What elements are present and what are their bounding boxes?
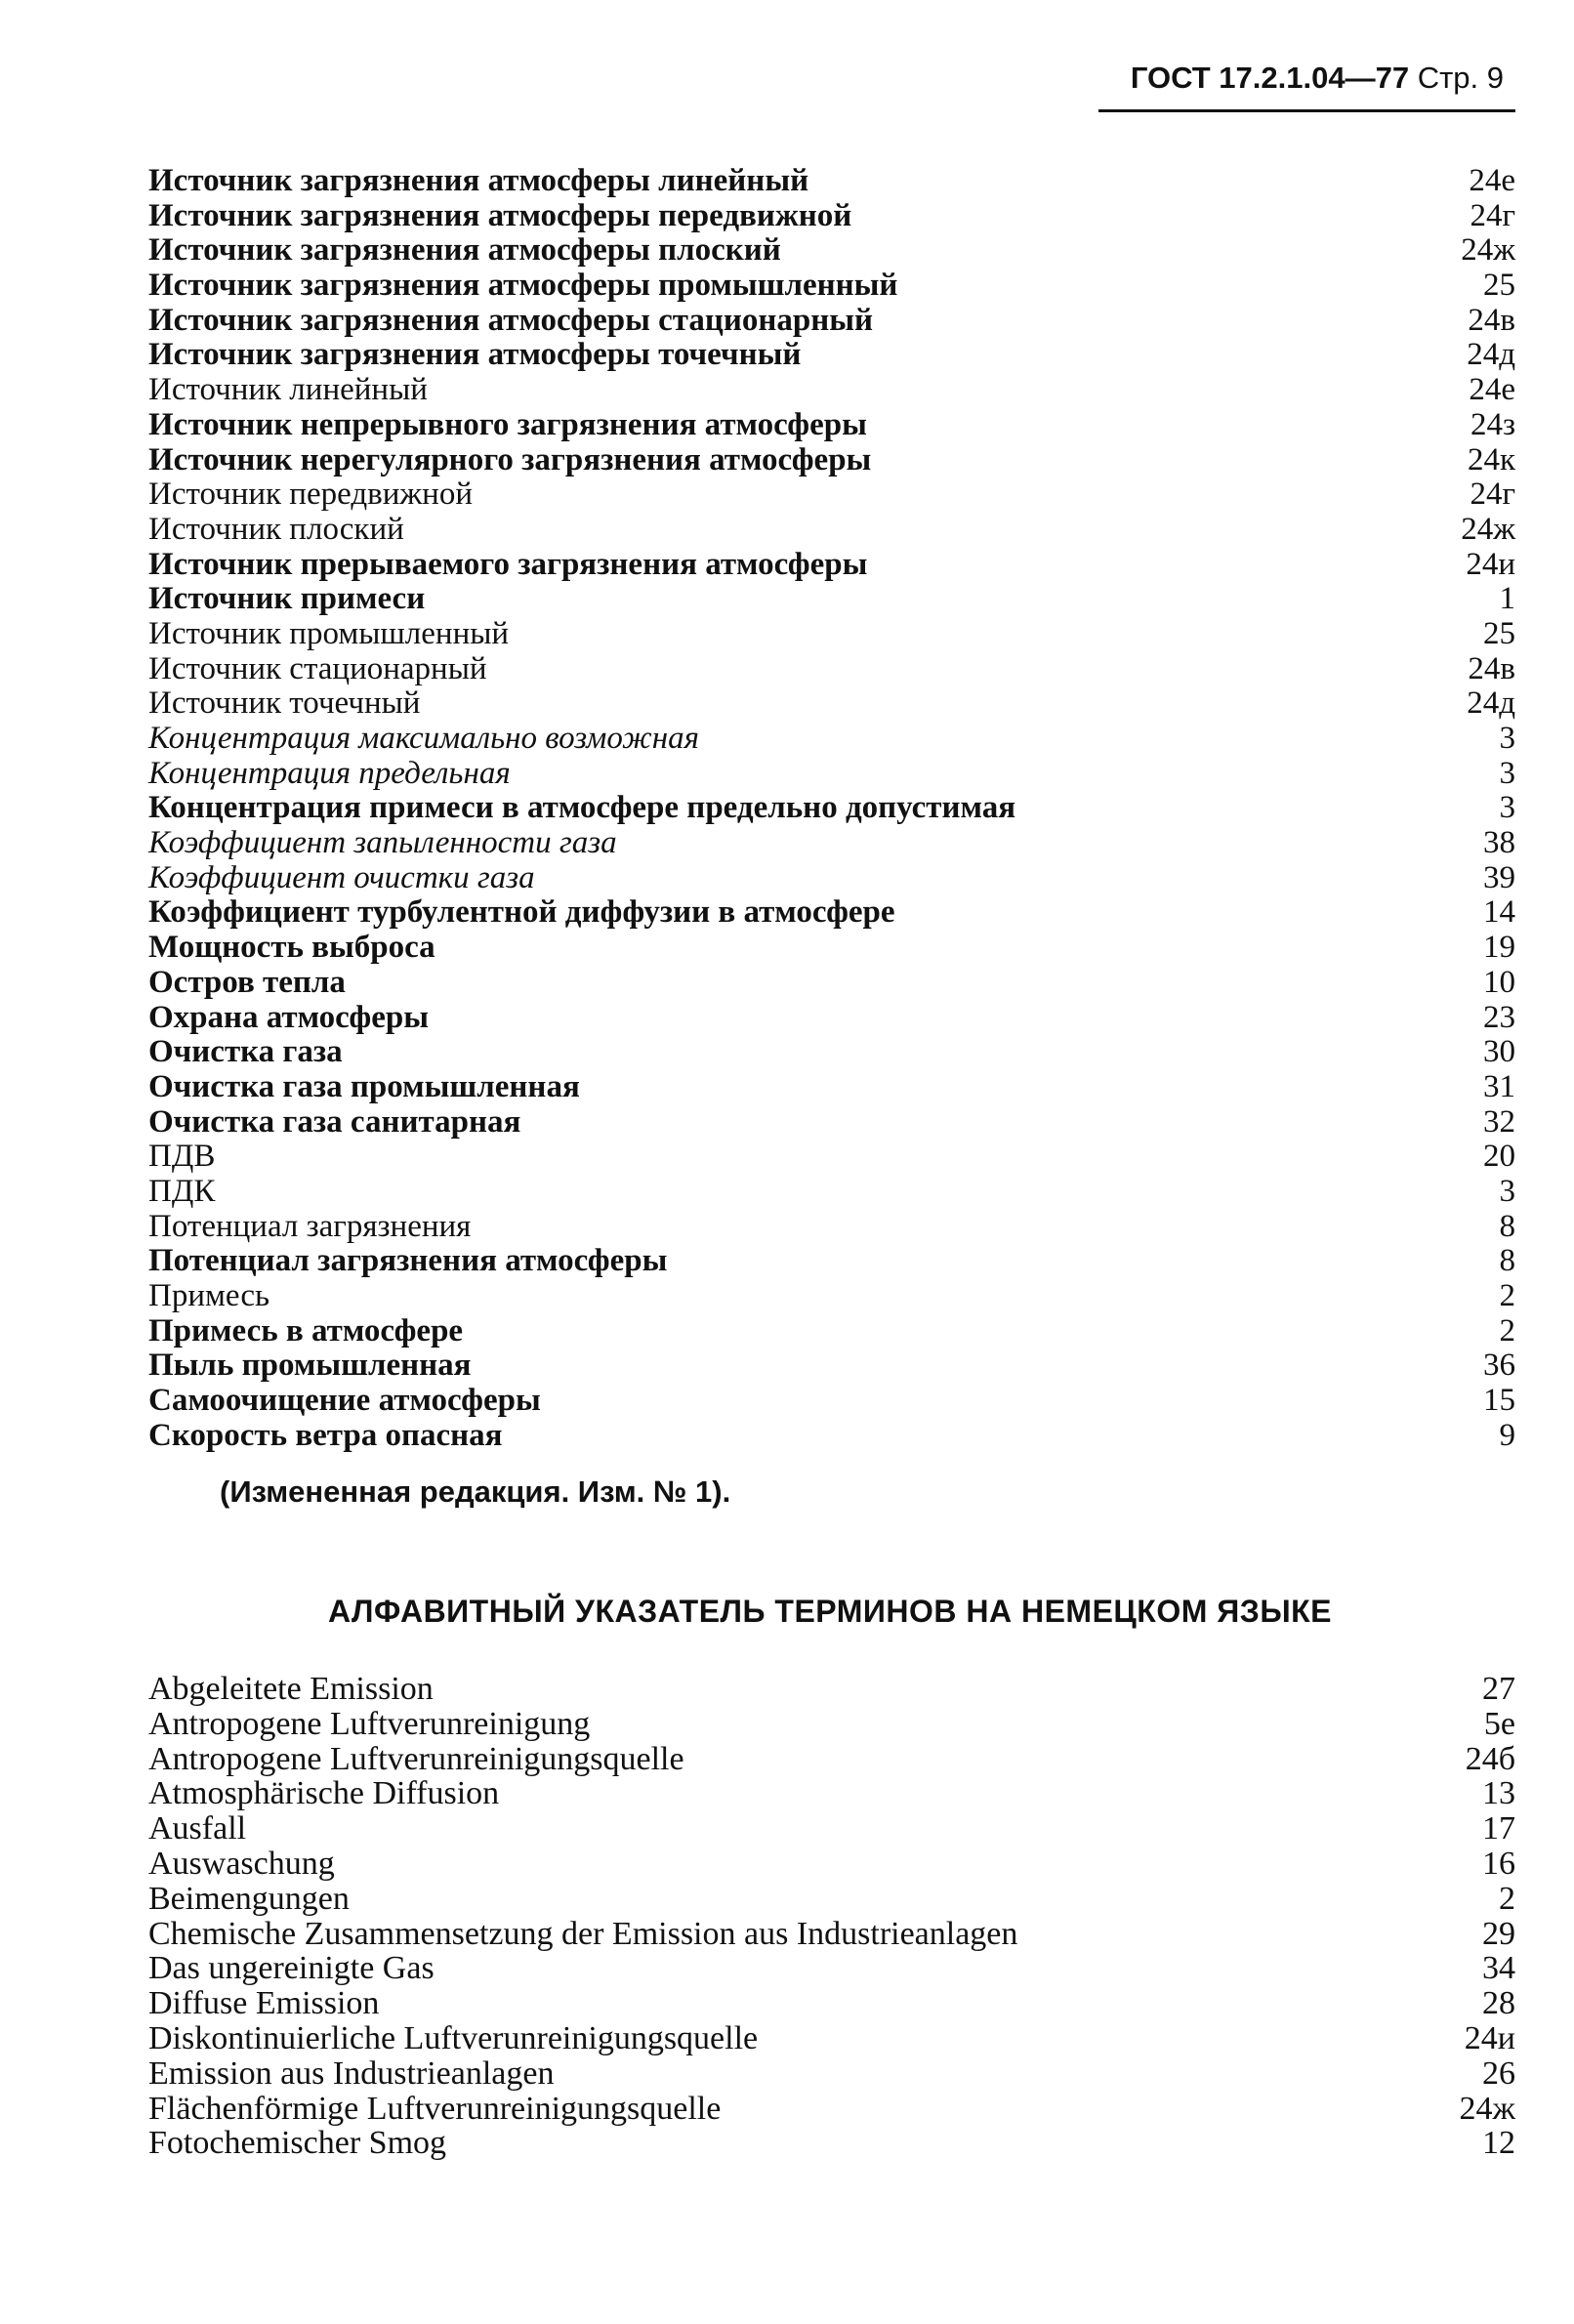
index-reference-number: 34 — [1482, 1950, 1515, 1987]
index-reference-number: 24д — [1467, 685, 1515, 722]
index-entry — [148, 2092, 1515, 2127]
index-term: Примесь — [148, 1278, 270, 1313]
index-reference-number: 13 — [1482, 1775, 1515, 1812]
index-entry — [148, 164, 1515, 199]
index-reference-number: 17 — [1482, 1810, 1515, 1847]
index-term: Diskontinuierliche Luftverunreinigungsquelle — [148, 2019, 759, 2056]
index-reference-number: 8 — [1499, 1208, 1515, 1244]
index-entry — [148, 1001, 1515, 1036]
standard-code: ГОСТ 17.2.1.04—77 — [1130, 61, 1410, 95]
index-reference-number: 24е — [1469, 372, 1515, 408]
index-entry — [148, 826, 1515, 861]
index-term: Мощность выброса — [148, 930, 435, 966]
index-entry — [148, 722, 1515, 757]
index-reference-number: 36 — [1483, 1348, 1515, 1384]
index-entry — [148, 2126, 1515, 2161]
index-reference-number: 28 — [1482, 1985, 1515, 2022]
german-index-title: АЛФАВИТНЫЙ УКАЗАТЕЛЬ ТЕРМИНОВ НА НЕМЕЦКОМ ЯЗЫКЕ — [327, 1594, 1333, 1629]
index-term: Fotochemischer Smog — [148, 2125, 447, 2162]
index-term: Концентрация максимально возможная — [148, 721, 699, 756]
index-entry — [148, 1035, 1515, 1070]
index-reference-number: 2 — [1499, 1312, 1515, 1349]
index-term: ПДК — [148, 1173, 216, 1209]
index-reference-number: 14 — [1483, 894, 1515, 931]
index-reference-number: 24з — [1470, 406, 1515, 442]
index-entry — [148, 652, 1515, 687]
index-term: Chemische Zusammensetzung der Emission aus Industrieanlagen — [148, 1915, 1018, 1952]
index-reference-number: 24б — [1465, 1740, 1515, 1777]
index-term: Источник плоский — [148, 511, 404, 547]
index-entry — [148, 1070, 1515, 1105]
amendment-note: (Измененная редакция. Изм. № 1). — [220, 1474, 731, 1509]
index-entry — [148, 1140, 1515, 1175]
index-reference-number: 39 — [1483, 859, 1515, 895]
index-reference-number: 20 — [1483, 1139, 1515, 1175]
index-reference-number: 3 — [1499, 755, 1515, 791]
index-entry — [148, 1776, 1515, 1811]
index-term: Источник загрязнения атмосферы передвижной — [148, 197, 852, 233]
index-reference-number: 26 — [1482, 2054, 1515, 2092]
index-entry — [148, 199, 1515, 234]
index-entry — [148, 233, 1515, 269]
index-term: Das ungereinigte Gas — [148, 1950, 435, 1987]
index-entry — [148, 1917, 1515, 1952]
index-reference-number: 15 — [1483, 1383, 1515, 1419]
index-term: Antropogene Luftverunreinigung — [148, 1705, 591, 1742]
index-reference-number: 30 — [1483, 1034, 1515, 1070]
index-term: Остров тепла — [148, 964, 346, 1000]
index-reference-number: 2 — [1499, 1880, 1515, 1917]
index-entry — [148, 548, 1515, 583]
index-term: Источник прерываемого загрязнения атмосферы — [148, 546, 868, 582]
index-term: Очистка газа промышленная — [148, 1068, 580, 1104]
index-term: Источник нерегулярного загрязнения атмосферы — [148, 441, 872, 477]
index-entry — [148, 1279, 1515, 1314]
index-term: Концентрация примеси в атмосфере предельно допустимая — [148, 790, 1016, 826]
index-entry — [148, 1175, 1515, 1210]
index-reference-number: 24и — [1464, 2019, 1515, 2056]
index-entry — [148, 686, 1515, 722]
header-rule — [1098, 109, 1515, 112]
index-entry — [148, 269, 1515, 304]
index-term: Коэффициент турбулентной диффузии в атмосфере — [148, 894, 895, 931]
index-term: Источник линейный — [148, 372, 428, 408]
index-reference-number: 27 — [1482, 1671, 1515, 1707]
index-entry — [148, 2056, 1515, 2092]
index-entry — [148, 582, 1515, 617]
index-reference-number: 5е — [1483, 1705, 1515, 1742]
index-entry — [148, 1314, 1515, 1349]
index-entry — [148, 791, 1515, 826]
index-reference-number: 1 — [1499, 581, 1515, 617]
index-entry — [148, 2021, 1515, 2056]
index-entry — [148, 1419, 1515, 1454]
index-term: Примесь в атмосфере — [148, 1312, 464, 1349]
index-term: Источник загрязнения атмосферы линейный — [148, 163, 809, 198]
index-term: Источник точечный — [148, 685, 421, 722]
index-reference-number: 24в — [1468, 302, 1515, 338]
index-reference-number: 9 — [1499, 1417, 1515, 1453]
index-term: Antropogene Luftverunreinigungsquelle — [148, 1740, 684, 1777]
index-entry — [148, 1384, 1515, 1419]
german-term-index — [148, 1672, 1515, 2161]
index-reference-number: 2 — [1499, 1278, 1515, 1313]
index-reference-number: 19 — [1483, 930, 1515, 966]
index-term: Очистка газа — [148, 1034, 343, 1070]
index-reference-number: 3 — [1499, 790, 1515, 826]
index-term: Flächenförmige Luftverunreinigungsquelle — [148, 2090, 722, 2127]
index-entry — [148, 617, 1515, 652]
index-entry — [148, 1742, 1515, 1777]
index-reference-number: 3 — [1499, 1173, 1515, 1209]
index-entry — [148, 513, 1515, 548]
index-term: Потенциал загрязнения — [148, 1208, 472, 1244]
index-entry — [148, 373, 1515, 408]
index-entry — [148, 931, 1515, 966]
index-term: Источник загрязнения атмосферы плоский — [148, 232, 781, 269]
index-reference-number: 12 — [1482, 2125, 1515, 2162]
index-reference-number: 31 — [1483, 1068, 1515, 1104]
index-reference-number: 3 — [1499, 721, 1515, 756]
index-entry — [148, 477, 1515, 513]
index-reference-number: 16 — [1482, 1845, 1515, 1882]
index-term: Источник загрязнения атмосферы стационарный — [148, 302, 874, 338]
index-reference-number: 24ж — [1461, 511, 1515, 547]
index-reference-number: 25 — [1483, 615, 1515, 651]
index-term: Atmosphärische Diffusion — [148, 1775, 500, 1812]
index-entry — [148, 443, 1515, 478]
index-term: Emission aus Industrieanlagen — [148, 2054, 555, 2092]
index-entry — [148, 1847, 1515, 1882]
index-term: Источник примеси — [148, 581, 426, 617]
page-header — [1074, 61, 1504, 96]
index-term: Auswaschung — [148, 1845, 335, 1882]
index-reference-number: 24д — [1467, 337, 1515, 373]
index-term: Концентрация предельная — [148, 755, 511, 791]
index-term: Охрана атмосферы — [148, 999, 429, 1035]
index-reference-number: 24и — [1466, 546, 1515, 582]
index-term: Abgeleitete Emission — [148, 1671, 434, 1707]
index-term: Источник стационарный — [148, 650, 487, 686]
index-term: Коэффициент запыленности газа — [148, 825, 617, 861]
index-entry — [148, 1244, 1515, 1279]
index-reference-number: 25 — [1483, 268, 1515, 304]
index-term: Потенциал загрязнения атмосферы — [148, 1243, 668, 1279]
index-term: ПДВ — [148, 1139, 216, 1175]
index-entry — [148, 757, 1515, 792]
page-number: Стр. 9 — [1417, 61, 1504, 95]
index-term: Источник промышленный — [148, 615, 510, 651]
index-term: Источник непрерывного загрязнения атмосферы — [148, 406, 867, 442]
index-entry — [148, 408, 1515, 443]
index-entry — [148, 1882, 1515, 1917]
index-term: Коэффициент очистки газа — [148, 859, 535, 895]
index-reference-number: 23 — [1483, 999, 1515, 1035]
index-entry — [148, 1210, 1515, 1245]
index-term: Источник загрязнения атмосферы промышленный — [148, 268, 898, 304]
index-reference-number: 10 — [1483, 964, 1515, 1000]
index-term: Источник загрязнения атмосферы точечный — [148, 337, 802, 373]
index-entry — [148, 1986, 1515, 2021]
index-entry — [148, 338, 1515, 373]
index-term: Пыль промышленная — [148, 1348, 472, 1384]
index-entry — [148, 1811, 1515, 1847]
index-reference-number: 32 — [1483, 1103, 1515, 1140]
index-term: Самоочищение атмосферы — [148, 1383, 541, 1419]
index-reference-number: 24г — [1470, 197, 1515, 233]
index-reference-number: 8 — [1499, 1243, 1515, 1279]
index-entry — [148, 1672, 1515, 1707]
index-entry — [148, 861, 1515, 896]
index-entry — [148, 895, 1515, 931]
index-term: Скорость ветра опасная — [148, 1417, 503, 1453]
russian-term-index — [148, 164, 1515, 1453]
index-entry — [148, 1349, 1515, 1384]
index-entry — [148, 1951, 1515, 1986]
index-term: Ausfall — [148, 1810, 247, 1847]
index-term: Diffuse Emission — [148, 1985, 380, 2022]
index-reference-number: 24ж — [1459, 2090, 1515, 2127]
index-term: Beimengungen — [148, 1880, 350, 1917]
index-reference-number: 24е — [1469, 163, 1515, 198]
index-reference-number: 24ж — [1461, 232, 1515, 269]
index-term: Очистка газа санитарная — [148, 1103, 521, 1140]
index-entry — [148, 1105, 1515, 1141]
index-term: Источник передвижной — [148, 477, 473, 513]
index-entry — [148, 966, 1515, 1001]
index-reference-number: 24г — [1470, 477, 1515, 513]
index-reference-number: 38 — [1483, 825, 1515, 861]
index-entry — [148, 304, 1515, 339]
index-reference-number: 29 — [1482, 1915, 1515, 1952]
index-entry — [148, 1707, 1515, 1742]
index-reference-number: 24в — [1468, 650, 1515, 686]
index-reference-number: 24к — [1467, 441, 1515, 477]
